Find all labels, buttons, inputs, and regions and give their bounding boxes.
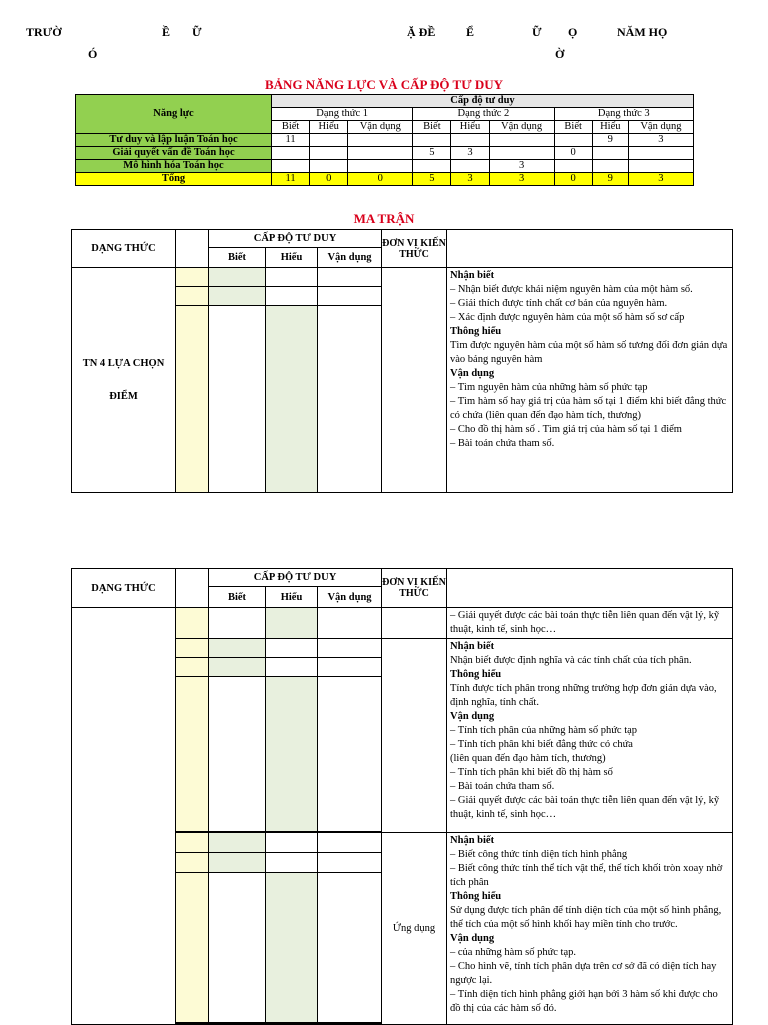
table-cell [271,147,309,160]
table-cell: 11 [271,134,309,147]
header-fragment: Ề [162,25,171,39]
form-cell [72,268,176,493]
total-cell: 11 [271,173,309,186]
matrix-title: MA TRẬN [353,211,415,226]
total-cell: 0 [310,173,348,186]
desc-line: Thông hiểu [450,891,502,902]
table-cell [554,134,592,147]
desc-line: – Tìm nguyên hàm của những hàm số phức tạp [450,382,648,393]
table-cell [348,147,413,160]
form-header: Dạng thức 2 [413,108,554,121]
table-cell [413,160,451,173]
table-row [76,160,694,173]
table-row [76,134,694,147]
table-cell [489,147,554,160]
form-label: TN 4 LỰA CHỌN [82,358,165,369]
sub-header: Hiểu [266,587,318,608]
table-cell [310,147,348,160]
header-fragment: Ọ [568,25,578,39]
desc-line: – Biết công thức tính thể tích vật thể, thể tích khối tròn xoay nhờ tích phân [450,863,723,888]
desc-line: Nhận biết [450,835,495,846]
header-school: TRƯỜ [26,25,62,39]
desc-line: Nhận biết được định nghĩa và các tính chất của tích phân. [450,655,692,666]
table-cell [348,134,413,147]
table-cell: 3 [451,147,489,160]
ability-header: Năng lực [76,95,272,134]
table-row [76,147,694,160]
sub-header: Vận dụng [318,587,382,608]
desc-line: – Tính tích phân của những hàm số phức tạp [450,725,638,736]
desc-line: – Nhận biết được khái niệm nguyên hàm của một hàm số. [450,284,693,295]
sub-header: Hiểu [310,121,348,134]
header-fragment: Ể [466,25,475,39]
sub-header: Vận dụng [348,121,413,134]
row-label: Mô hình hóa Toán học [76,160,272,173]
table-cell [592,147,628,160]
knowledge-description [447,608,733,639]
sub-header: Biết [554,121,592,134]
desc-line: – Tính tích phân khi biết đồ thị hàm số [450,767,613,778]
total-cell: 9 [592,173,628,186]
form-header: Dạng thức 1 [271,108,412,121]
sub-header: Hiểu [451,121,489,134]
sub-header: Biết [209,587,266,608]
desc-line: – Giải quyết được các bài toán thực tiễn liên quan đến vật lý, kỹ thuật, kinh tế, sinh học… [450,795,720,820]
desc-line: – Bài toán chứa tham số. [450,438,555,449]
col-unit-header: ĐƠN VỊ KIẾN THỨC [382,230,447,268]
desc-line: Vận dụng [450,368,495,379]
table-cell [489,134,554,147]
table-cell [310,160,348,173]
desc-line: – Giải thích được tính chất cơ bản của nguyên hàm. [450,298,668,309]
total-cell: 3 [489,173,554,186]
table-cell [271,160,309,173]
knowledge-description [447,268,733,493]
unit-cell: Ứng dụng [382,833,447,1025]
table-cell [592,160,628,173]
desc-line: – Xác định được nguyên hàm của một số hàm số sơ cấp [450,312,685,323]
sub-header: Hiểu [592,121,628,134]
table-cell [451,134,489,147]
col-level-header: CẤP ĐỘ TƯ DUY [209,230,382,248]
desc-line: Tìm được nguyên hàm của một số hàm số tương đối đơn giản dựa vào bảng nguyên hàm [450,340,728,365]
desc-line: Nhận biết [450,641,495,652]
desc-line: (liên quan đến đạo hàm tích, thương) [450,753,606,764]
knowledge-description [447,639,733,833]
total-cell: 3 [451,173,489,186]
table-cell: 9 [592,134,628,147]
form-header: Dạng thức 3 [554,108,693,121]
table-cell [451,160,489,173]
col-level-header: CẤP ĐỘ TƯ DUY [209,569,382,587]
sub-header: Biết [413,121,451,134]
total-cell: 0 [554,173,592,186]
desc-line: – Tính diện tích hình phẳng giới hạn bởi 3 hàm số khi được cho đồ thị của các hàm số đó. [450,989,718,1014]
table-cell [413,134,451,147]
matrix-table-1 [71,229,733,493]
header-year: NĂM HỌ [617,25,668,39]
ability-table [75,94,694,186]
table-cell [348,160,413,173]
table-cell: 0 [554,147,592,160]
sub-header: Biết [271,121,309,134]
total-cell: 3 [628,173,693,186]
sub-header: Hiểu [266,248,318,268]
desc-line: Vận dụng [450,711,495,722]
matrix-table-2 [71,568,733,1025]
desc-line: – Cho đồ thị hàm số . Tìm giá trị của hàm số tại 1 điểm [450,424,682,435]
sub-header: Biết [209,248,266,268]
col-unit-header: ĐƠN VỊ KIẾN THỨC [382,569,447,608]
row-label: Giải quyết vấn đề Toán học [76,147,272,160]
desc-line: – Bài toán chứa tham số. [450,781,555,792]
sub-header: Vận dụng [318,248,382,268]
header-fragment: Ó [88,47,98,61]
sub-header: Vận dụng [489,121,554,134]
desc-line: Tính được tích phân trong những trường hợp đơn giản dựa vào, định nghĩa, tính chất. [450,683,717,708]
desc-line: – Tìm hàm số hay giá trị của hàm số tại 1 điểm khi biết đẳng thức có chứa (liên quan đến đạo hàm tích, thương) [450,396,727,421]
desc-line: Sử dụng được tích phân để tính diện tích của một số hình phẳng, thể tích của một số hình khối hay miền tính cho trước. [450,905,722,930]
header-fragment: Ữ [532,25,542,39]
row-label: Tư duy và lập luận Toán học [76,134,272,147]
header-fragment: Ờ [555,47,565,61]
desc-line: – Biết công thức tính diện tích hình phẳng [450,849,628,860]
form-label: ĐIỂM [109,391,138,402]
col-form-header: DẠNG THỨC [72,230,176,268]
header-fragment: Ữ [192,25,202,39]
total-row [76,173,694,186]
header-exam-label: Ặ ĐỀ [407,25,436,39]
total-cell: 5 [413,173,451,186]
desc-line: – của những hàm số phức tạp. [450,947,576,958]
table-cell: 3 [489,160,554,173]
knowledge-description [447,833,733,1025]
total-label: Tổng [76,173,272,186]
table-cell: 5 [413,147,451,160]
desc-line: – Tính tích phân khi biết đẳng thức có chứa [450,739,633,750]
table-cell [628,147,693,160]
sub-header: Vận dụng [628,121,693,134]
col-form-header: DẠNG THỨC [72,569,176,608]
desc-line: – Cho hình vẽ, tính tích phân dựa trên cơ sở đã có diện tích hay ngược lại. [450,961,717,986]
total-cell: 0 [348,173,413,186]
desc-line: Nhận biết [450,270,495,281]
table-cell [628,160,693,173]
table-cell: 3 [628,134,693,147]
desc-line: Thông hiểu [450,669,502,680]
desc-line: – Giải quyết được các bài toán thực tiễn liên quan đến vật lý, kỹ thuật, kinh tế, sinh học… [450,610,720,635]
ability-table-title: BẢNG NĂNG LỰC VÀ CẤP ĐỘ TƯ DUY [265,77,503,92]
table-cell [310,134,348,147]
desc-line: Vận dụng [450,933,495,944]
table-cell [554,160,592,173]
level-header: Cấp độ tư duy [271,95,693,108]
desc-line: Thông hiểu [450,326,502,337]
